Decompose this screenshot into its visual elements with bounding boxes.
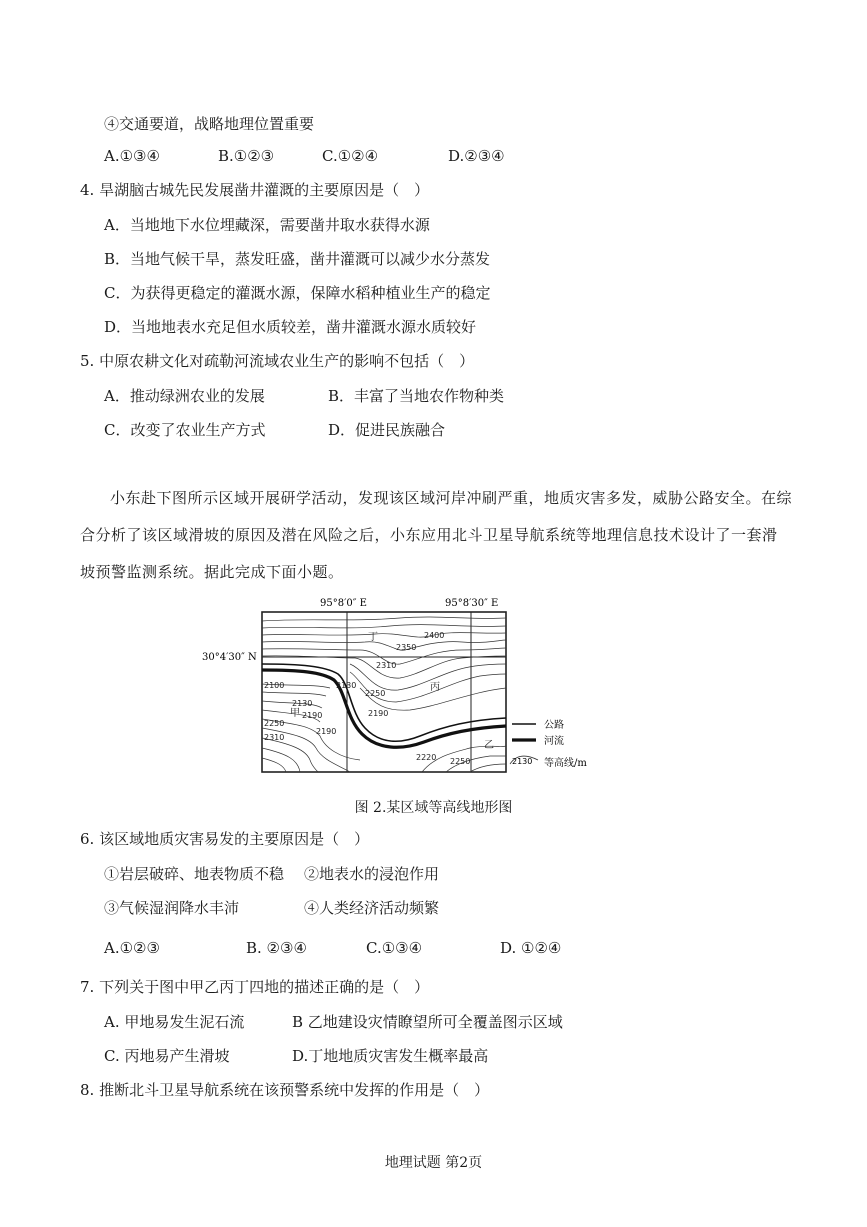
legend-river-label: 河流 <box>544 736 564 747</box>
q4-option-a: A．当地地下水位埋藏深，需要凿井取水获得水源 <box>104 216 430 234</box>
place-label-jia: 甲 <box>290 708 300 719</box>
contour-label: 2350 <box>396 643 417 652</box>
q7-option-a: A. 甲地易发生泥石流 <box>104 1013 245 1031</box>
q4-option-d: D．当地地表水充足但水质较差，凿井灌溉水源水质较好 <box>104 318 477 336</box>
q6-item-2: ②地表水的浸泡作用 <box>304 865 440 883</box>
reading-passage: 小东赴下图所示区域开展研学活动，发现该区域河岸冲刷严重，地质灾害多发，威胁公路安全。在综合分析了该区域滑坡的原因及潜在风险之后，小东应用北斗卫星导航系统等地理信息技术设计了一套滑坡预警监测系统。据此完成下面小题。 <box>80 489 793 581</box>
contour-label: 2250 <box>450 757 471 766</box>
lon-label-1: 95°8′0″ E <box>320 598 367 609</box>
q4-stem: 4. 旱湖脑古城先民发展凿井灌溉的主要原因是（ ） <box>80 181 430 199</box>
q7-stem: 7. 下列关于图中甲乙丙丁四地的描述正确的是（ ） <box>80 978 430 996</box>
legend-contour-sample: 2130 <box>512 757 533 766</box>
q7-option-c: C. 丙地易产生滑坡 <box>104 1047 230 1065</box>
contour-label: 2190 <box>368 709 389 718</box>
q5-option-c: C．改变了农业生产方式 <box>104 421 266 439</box>
contour-label: 2250 <box>264 719 285 728</box>
contour-label: 2190 <box>302 711 323 720</box>
q6-item-4: ④人类经济活动频繁 <box>304 899 440 917</box>
contour-label: 2100 <box>264 681 285 690</box>
contour-map-svg <box>200 588 596 780</box>
q7-option-d: D.丁地地质灾害发生概率最高 <box>292 1047 489 1065</box>
contour-label: 2310 <box>264 733 285 742</box>
contour-label: 2400 <box>424 631 445 640</box>
contour-label: 2190 <box>316 727 337 736</box>
q5-option-b: B．丰富了当地农作物种类 <box>328 387 505 405</box>
legend-road-label: 公路 <box>544 720 564 731</box>
q6-option-c: C.①③④ <box>366 939 423 957</box>
q4-option-c: C．为获得更稳定的灌溉水源，保障水稻种植业生产的稳定 <box>104 284 491 302</box>
contour-map-figure <box>200 588 596 780</box>
q6-option-b: B. ②③④ <box>246 939 307 957</box>
contour-label: 2130 <box>292 699 313 708</box>
q6-option-d: D. ①②④ <box>500 939 562 957</box>
q5-option-d: D．促进民族融合 <box>328 421 446 439</box>
place-label-yi: 乙 <box>484 740 494 751</box>
q3-item-4: ④交通要道，战略地理位置重要 <box>104 115 315 133</box>
q6-stem: 6. 该区域地质灾害易发的主要原因是（ ） <box>80 830 370 848</box>
q3-option-b: B.①②③ <box>218 147 275 165</box>
q3-option-a: A.①③④ <box>104 147 160 165</box>
legend-contour-label: 等高线/m <box>544 758 587 769</box>
q3-option-d: D.②③④ <box>448 147 505 165</box>
q5-option-a: A．推动绿洲农业的发展 <box>104 387 265 405</box>
q8-stem: 8. 推断北斗卫星导航系统在该预警系统中发挥的作用是（ ） <box>80 1081 490 1099</box>
page-footer: 地理试题 第2页 <box>384 1155 483 1171</box>
q3-option-c: C.①②④ <box>322 147 379 165</box>
q6-option-a: A.①②③ <box>104 939 160 957</box>
q6-item-3: ③气候湿润降水丰沛 <box>104 899 240 917</box>
figure-caption: 图 2.某区域等高线地形图 <box>354 800 513 816</box>
q7-option-b: B 乙地建设灾情瞭望所可全覆盖图示区域 <box>292 1013 563 1031</box>
contour-label: 2310 <box>376 661 397 670</box>
q5-stem: 5. 中原农耕文化对疏勒河流域农业生产的影响不包括（ ） <box>80 352 475 370</box>
q6-item-1: ①岩层破碎、地表物质不稳 <box>104 865 285 883</box>
lon-label-2: 95°8′30″ E <box>445 598 499 609</box>
contour-label: 2130 <box>336 681 357 690</box>
place-label-ding: 丁 <box>368 632 378 643</box>
lat-label: 30°4′30″ N <box>202 652 257 663</box>
q4-option-b: B．当地气候干旱，蒸发旺盛，凿井灌溉可以减少水分蒸发 <box>104 250 491 268</box>
contour-label: 2250 <box>365 689 386 698</box>
contour-label: 2220 <box>416 753 437 762</box>
place-label-bing: 丙 <box>430 682 440 693</box>
